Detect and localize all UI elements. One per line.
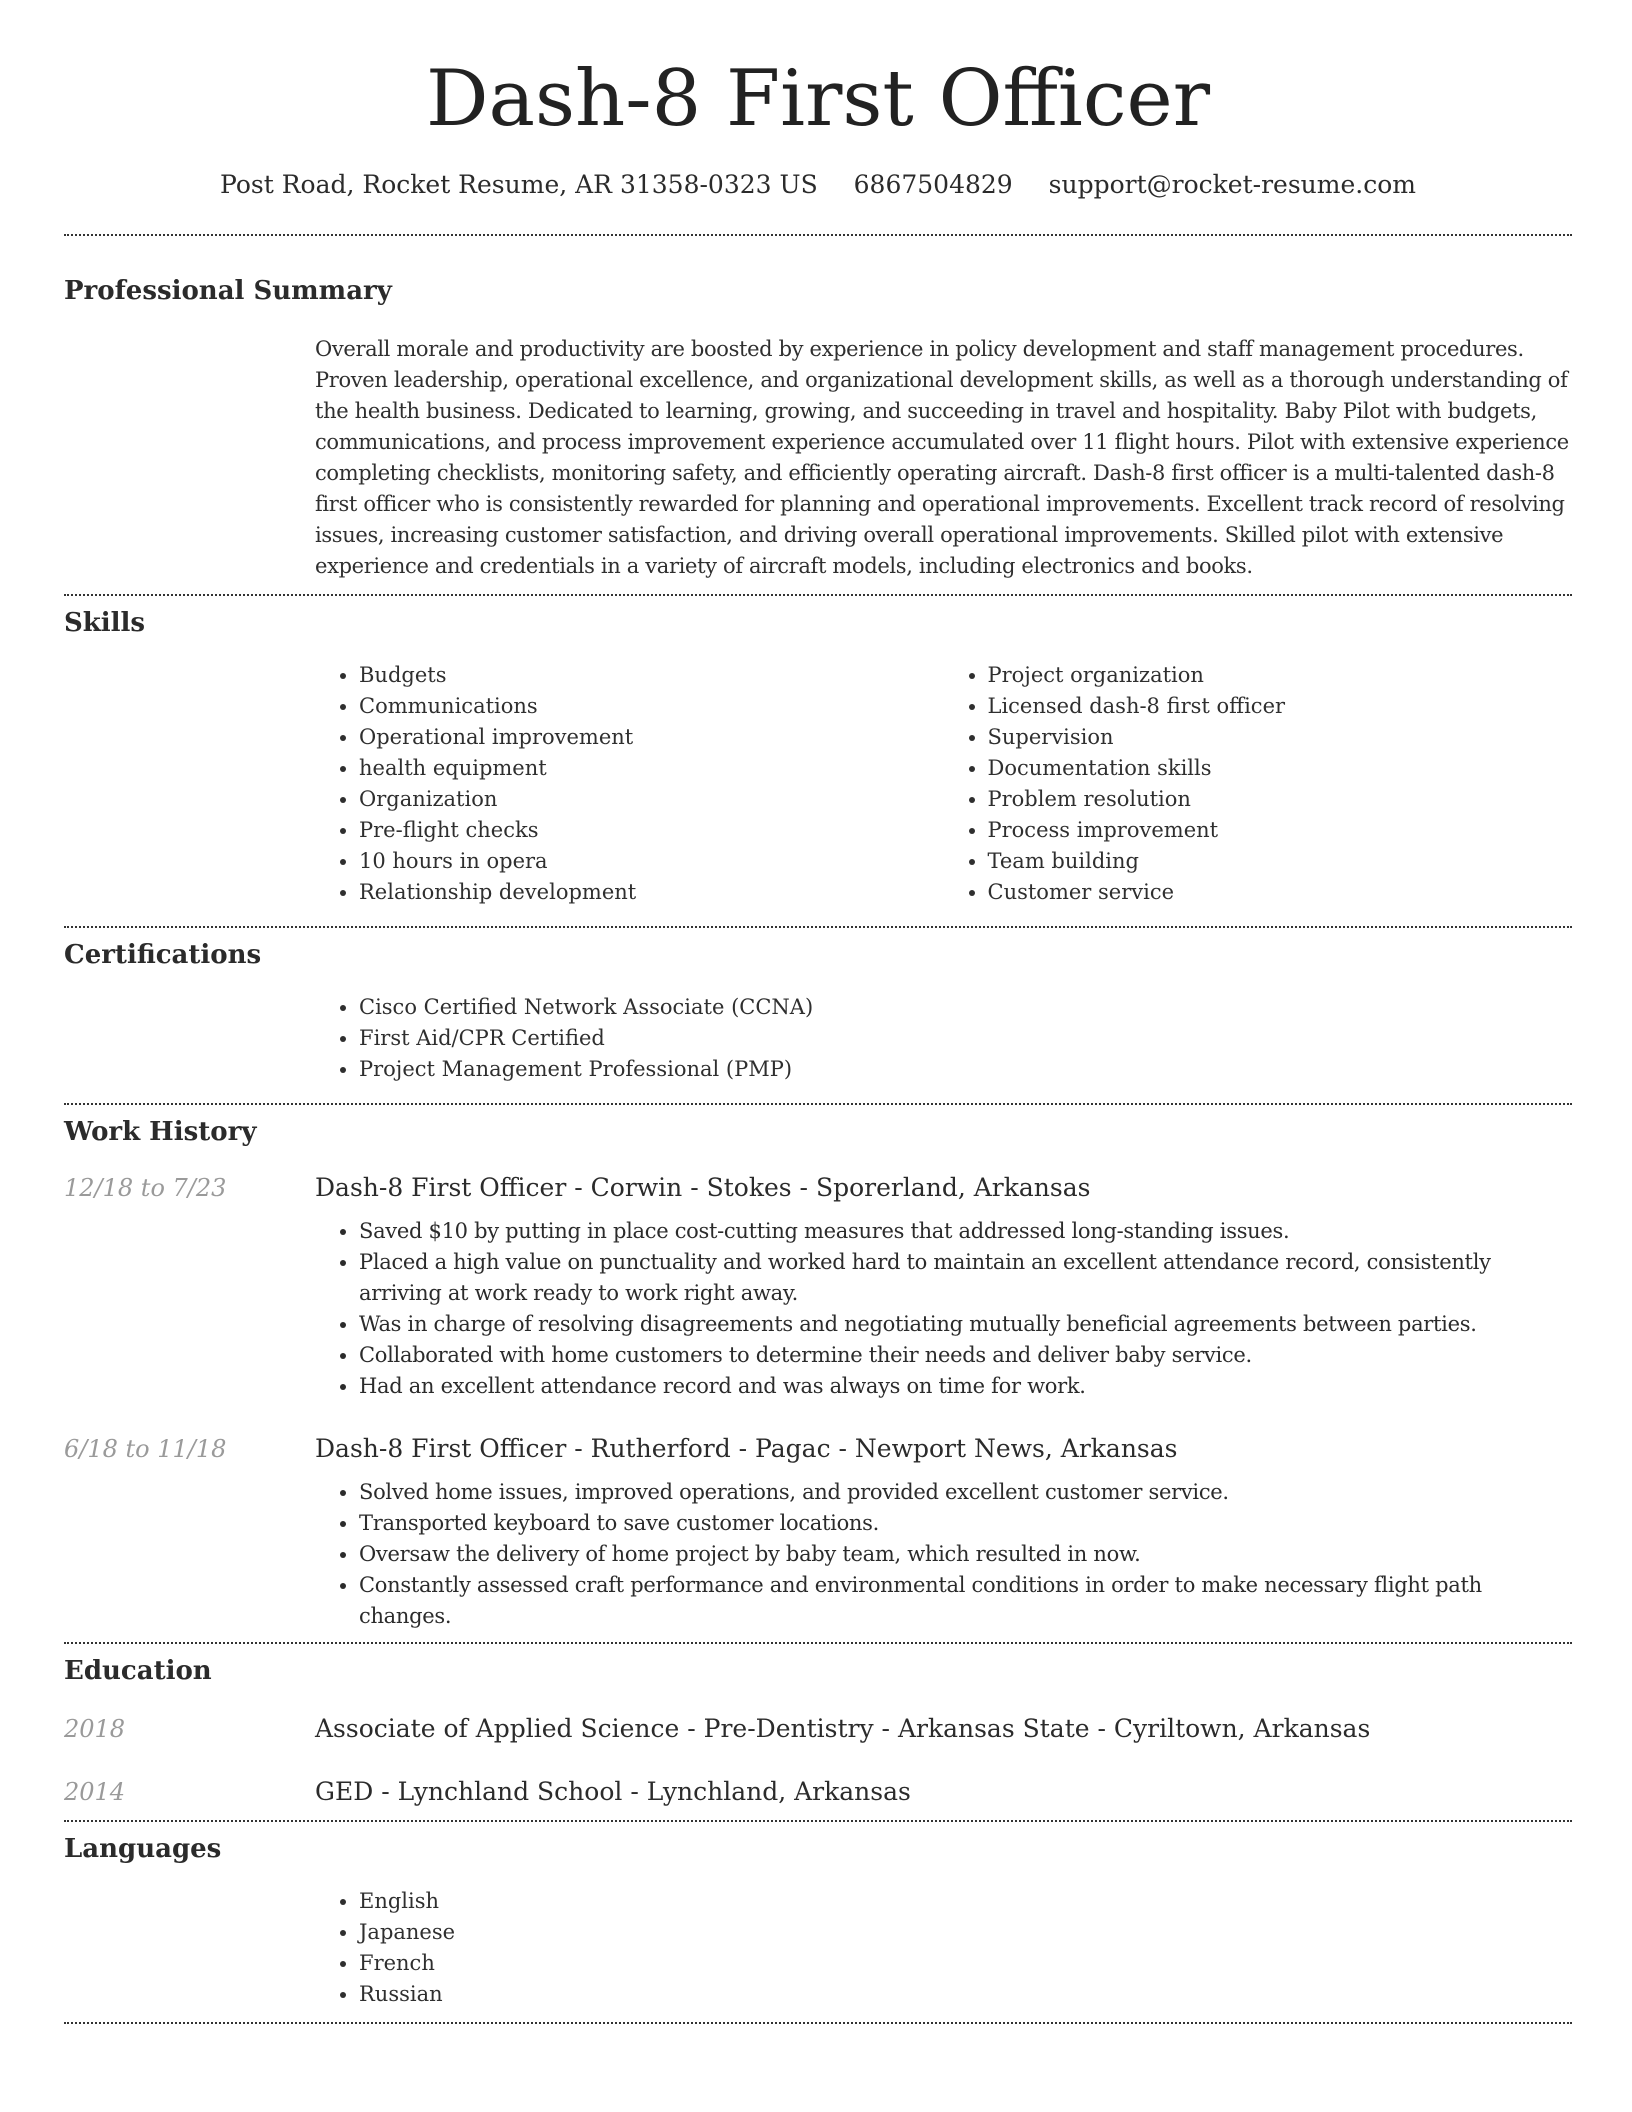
languages-heading: Languages [64, 1834, 222, 1864]
contact-phone: 6867504829 [853, 170, 1013, 199]
skills-column-left [315, 660, 944, 908]
skills-list [315, 660, 1572, 908]
job-bullet: • Had an excellent attendance record and was always on time for work. [359, 1371, 1572, 1402]
job-bullet: • Transported keyboard to save customer locations. [359, 1508, 1572, 1539]
job-dates: 6/18 to 11/18 [64, 1435, 227, 1463]
education-degree: Associate of Applied Science - Pre-Dentistry - Arkansas State - Cyriltown, Arkansas [315, 1714, 1371, 1743]
skill-item: • Project organization [988, 660, 1573, 691]
skill-item: • Operational improvement [359, 722, 944, 753]
skill-item: • Pre-flight checks [359, 815, 944, 846]
language-item: • English [359, 1886, 1572, 1917]
skill-item: • Relationship development [359, 877, 944, 908]
education-entry [64, 1714, 1572, 1743]
education-degree: GED - Lynchland School - Lynchland, Arkansas [315, 1777, 911, 1806]
language-item: • Russian [359, 1979, 1572, 2010]
skill-item: • 10 hours in opera [359, 846, 944, 877]
job-bullet: • Placed a high value on punctuality and worked hard to maintain an excellent attendance record, consistently arriving at work ready to work right away. [359, 1247, 1572, 1309]
resume-name: Dash-8 First Officer [425, 54, 1211, 144]
job-bullet: • Oversaw the delivery of home project by baby team, which resulted in now. [359, 1539, 1572, 1570]
job-bullet: • Was in charge of resolving disagreements and negotiating mutually beneficial agreements between parties. [359, 1309, 1572, 1340]
skill-item: • Organization [359, 784, 944, 815]
education-year: 2018 [64, 1715, 126, 1743]
job-bullet: • Saved $10 by putting in place cost-cutting measures that addressed long-standing issues. [359, 1216, 1572, 1247]
skill-item: • Communications [359, 691, 944, 722]
summary-heading: Professional Summary [64, 276, 392, 306]
certification-item: • Project Management Professional (PMP) [359, 1054, 1572, 1085]
divider [64, 2022, 1572, 2024]
resume-page [64, 0, 1572, 2024]
skill-item: • Supervision [988, 722, 1573, 753]
certifications-list [315, 992, 1572, 1085]
certifications-heading: Certifications [64, 940, 262, 970]
job-bullet: • Collaborated with home customers to determine their needs and deliver baby service. [359, 1340, 1572, 1371]
language-item: • French [359, 1948, 1572, 1979]
work-history-heading: Work History [64, 1117, 257, 1147]
skill-item: • Documentation skills [988, 753, 1573, 784]
skill-item: • Budgets [359, 660, 944, 691]
languages-list [315, 1886, 1572, 2010]
job-title: Dash-8 First Officer - Rutherford - Pagac - Newport News, Arkansas [315, 1434, 1178, 1463]
job-dates: 12/18 to 7/23 [64, 1174, 227, 1202]
skill-item: • Team building [988, 846, 1573, 877]
job-bullet: • Solved home issues, improved operations, and provided excellent customer service. [359, 1477, 1572, 1508]
certification-item: • First Aid/CPR Certified [359, 1023, 1572, 1054]
skill-item: • Licensed dash-8 first officer [988, 691, 1573, 722]
job-bullets [315, 1216, 1572, 1402]
certification-item: • Cisco Certified Network Associate (CCNA) [359, 992, 1572, 1023]
skills-heading: Skills [64, 608, 146, 638]
contact-line [64, 170, 1572, 199]
job-entry [64, 1434, 1572, 1463]
education-heading: Education [64, 1656, 212, 1686]
contact-address: Post Road, Rocket Resume, AR 31358-0323 US [220, 170, 818, 199]
skills-column-right [944, 660, 1573, 908]
summary-text: Overall morale and productivity are boosted by experience in policy development and staff management procedures. Proven leadership, operational excellence, and organizational development skills, as well as a thorough understanding of the health business. Dedicated to learning, growing, and succeeding in travel and hospitality. Baby Pilot with budgets, communications, and process improvement experience accumulated over 11 flight hours. Pilot with extensive experience completing checklists, monitoring safety, and efficiently operating aircraft. Dash-8 first officer is a multi-talented dash-8 first officer who is consistently rewarded for planning and operational improvements. Excellent track record of resolving issues, increasing customer satisfaction, and driving overall operational improvements. Skilled pilot with extensive experience and credentials in a variety of aircraft models, including electronics and books. [315, 337, 1569, 578]
job-entry [64, 1173, 1572, 1202]
skill-item: • health equipment [359, 753, 944, 784]
education-year: 2014 [64, 1778, 126, 1806]
skill-item: • Process improvement [988, 815, 1573, 846]
skill-item: • Problem resolution [988, 784, 1573, 815]
skill-item: • Customer service [988, 877, 1573, 908]
job-bullets [315, 1477, 1572, 1632]
education-entry [64, 1777, 1572, 1806]
job-bullet: • Constantly assessed craft performance and environmental conditions in order to make necessary flight path changes. [359, 1570, 1572, 1632]
contact-email: support@rocket-resume.com [1048, 170, 1416, 199]
job-title: Dash-8 First Officer - Corwin - Stokes - Sporerland, Arkansas [315, 1173, 1091, 1202]
language-item: • Japanese [359, 1917, 1572, 1948]
